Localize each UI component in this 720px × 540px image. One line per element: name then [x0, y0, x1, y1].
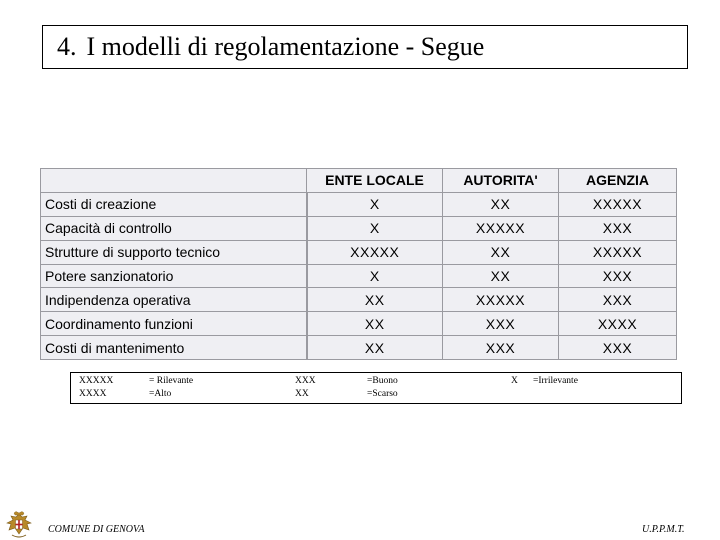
slide-title	[57, 32, 484, 62]
cell-autorita: XX	[443, 192, 559, 216]
cell-agenzia: XXX	[559, 288, 677, 312]
row-label: Strutture di supporto tecnico	[41, 240, 307, 264]
legend-key-irrilevante: X	[511, 376, 518, 386]
slide-number: 4.	[57, 32, 77, 61]
cell-autorita: XX	[443, 240, 559, 264]
table-row	[41, 336, 677, 360]
cell-ente-locale: X	[307, 192, 443, 216]
table-row	[41, 240, 677, 264]
cell-ente-locale: XX	[307, 312, 443, 336]
legend-box	[70, 372, 682, 404]
cell-ente-locale: XX	[307, 336, 443, 360]
legend-key-alto: XXXX	[79, 389, 107, 399]
cell-autorita: XXX	[443, 336, 559, 360]
row-label: Potere sanzionatorio	[41, 264, 307, 288]
cell-autorita: XXX	[443, 312, 559, 336]
table-row	[41, 216, 677, 240]
cell-ente-locale: X	[307, 264, 443, 288]
legend-key-scarso: XX	[295, 389, 309, 399]
cell-agenzia: XXXX	[559, 312, 677, 336]
cell-autorita: XXXXX	[443, 288, 559, 312]
cell-agenzia: XXXXX	[559, 192, 677, 216]
cell-autorita: XX	[443, 264, 559, 288]
legend-key-buono: XXX	[295, 376, 316, 386]
cell-ente-locale: XX	[307, 288, 443, 312]
comparison-table	[40, 168, 677, 360]
table-header-agenzia: AGENZIA	[559, 169, 677, 193]
footer-right: U.P.P.M.T.	[642, 524, 685, 535]
legend-value-irrilevante: =Irrilevante	[533, 376, 578, 386]
table-row	[41, 264, 677, 288]
cell-agenzia: XXX	[559, 264, 677, 288]
legend-key-rilevante: XXXXX	[79, 376, 114, 386]
cell-ente-locale: XXXXX	[307, 240, 443, 264]
table-header-row	[41, 169, 677, 193]
cell-ente-locale: X	[307, 216, 443, 240]
cell-autorita: XXXXX	[443, 216, 559, 240]
slide-title-text: I modelli di regolamentazione - Segue	[86, 32, 485, 61]
cell-agenzia: XXX	[559, 216, 677, 240]
row-label: Costi di creazione	[41, 192, 307, 216]
cell-agenzia: XXX	[559, 336, 677, 360]
legend-value-scarso: =Scarso	[367, 389, 398, 399]
footer-left: COMUNE DI GENOVA	[48, 524, 145, 535]
legend-value-buono: =Buono	[367, 376, 398, 386]
table-header-ente-locale: ENTE LOCALE	[307, 169, 443, 193]
row-label: Indipendenza operativa	[41, 288, 307, 312]
legend-value-alto: =Alto	[149, 389, 172, 399]
row-label: Costi di mantenimento	[41, 336, 307, 360]
city-crest-icon	[3, 511, 35, 539]
table-row	[41, 288, 677, 312]
table-header-autorita: AUTORITA'	[443, 169, 559, 193]
cell-agenzia: XXXXX	[559, 240, 677, 264]
table-header-empty	[41, 169, 307, 193]
table-row	[41, 312, 677, 336]
legend-value-rilevante: = Rilevante	[149, 376, 194, 386]
title-box	[42, 25, 688, 69]
row-label: Coordinamento funzioni	[41, 312, 307, 336]
table-row	[41, 192, 677, 216]
row-label: Capacità di controllo	[41, 216, 307, 240]
